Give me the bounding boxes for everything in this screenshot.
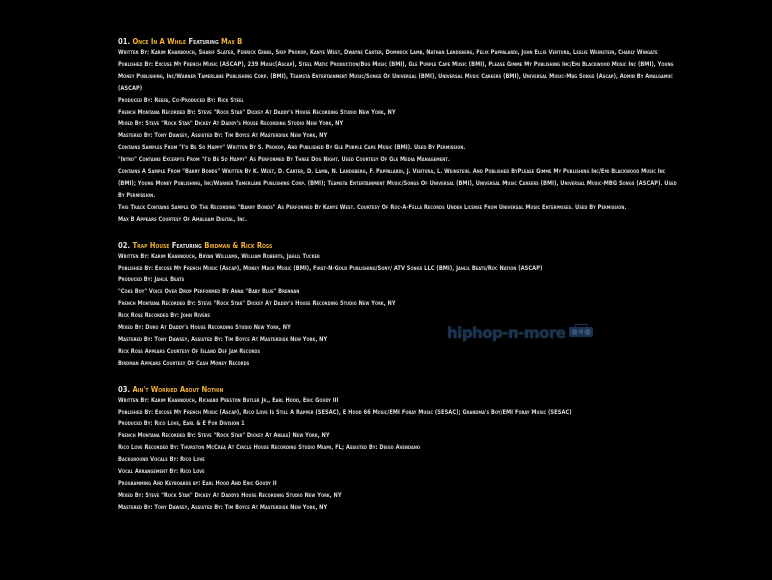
- featuring-label: Featuring: [171, 240, 202, 250]
- credit-line: Background Vocals By: Rico Love: [118, 457, 205, 464]
- track-title: Once In A While: [132, 37, 187, 46]
- credit-line: Produced By: Rico Love, Earl & E For Division 1: [118, 421, 245, 428]
- credit-line: "Coke Boy" Voice Over Drop Performed By Anna "Baby Blue" Brennan: [118, 289, 300, 296]
- credit-line: French Montana Recorded By: Steve "Rock Star" Dickey At Areas) New York, NY: [118, 433, 330, 440]
- watermark-text: hiphop-n-more: [447, 323, 566, 342]
- credit-line: Produced By: Reefa, Co-Produced By: Rick Steel: [118, 97, 244, 104]
- credit-line: Mastered By: Tony Dawsey, Assisted By: Tim Boyce At Masterdisk New York, NY: [118, 133, 328, 140]
- liner-notes: [118, 36, 678, 528]
- credit-line: "Intro" Contains Excerpts From "I'd Be So Happy" As Performed By Three Dog Night. Used Courtesy Of Gle Media Management.: [118, 157, 450, 164]
- site-watermark: [447, 323, 594, 342]
- boombox-icon: [568, 323, 594, 342]
- track-heading: [118, 384, 678, 396]
- featured-artist: Birdman & Rick Ross: [204, 240, 273, 250]
- track-title: Ain't Worried About Nothin: [132, 384, 224, 394]
- credit-line: Rick Ross Recorded By: John Rivers: [118, 313, 211, 320]
- credit-line: Programming And Keyboards by: Earl Hood And Eric Goudy II: [118, 481, 277, 487]
- credit-line: Rick Ross Appears Courtesy Of Island Def Jam Records: [118, 348, 261, 355]
- credit-line: Mixed By: Steve "Rock Star" Dickey At Daddys House Recording Studio New York, NY: [118, 492, 342, 499]
- track-number: 01.: [118, 37, 131, 46]
- credit-line: Produced By: Jahlil Beats: [118, 277, 185, 284]
- track-heading: [118, 36, 678, 48]
- credit-line: Max B Appears Courtesy Of Amalgam Digital, Inc.: [118, 216, 247, 223]
- credit-line: Written By: Karim Kharbouch, Richard Preston Butler Jr., Earl Hood, Eric Goudy III: [118, 397, 339, 404]
- credit-line: Contains A Sample From "Barry Bonds" Written By K. West, D. Carter, D. Lamb, N. Landsberg, F. Pappalardi, J. Ventura, L. Weinstein. And Published ByPlease Gimme My Publishing Inc/Emi Blackwood Music Inc (BMI); Young Money Publishing, Inc/Warner Tamerlane Publishing Corp. (BMI); Teamsta Entertainment Music/Songs Of Universal (BMI), Universal Music Careers (BMI), Universal Music-MBG Songs (ASCAP). Used By Permission.: [118, 169, 677, 199]
- featured-artist: Max B: [221, 37, 243, 46]
- credit-line: Published By: Excuse My French Music (Ascap), Money Mack Music (BMI), First-N-Gold Publishing/Sony/ ATV Songs LLC (BMI), Jahlil Beats/Roc Nation (ASCAP): [118, 265, 543, 272]
- credit-line: Mixed By: Duro At Daddy's House Recording Studio New York, NY: [118, 325, 291, 332]
- track-number: 02.: [118, 240, 131, 250]
- featuring-label: Featuring: [188, 37, 219, 46]
- credit-line: French Montana Recorded By: Steve "Rock Star" Dickey At Daddy's House Recording Studio New York, NY: [118, 301, 396, 308]
- credit-line: Contains Samples From "I'd Be So Happy" Written By S. Prokop, And Published By Gle Purple Cape Music (BMI). Used By Permission.: [118, 145, 466, 152]
- credit-line: Mastered By: Tony Dawsey, Assisted By: Tim Boyce At Masterdisk New York, NY: [118, 504, 328, 511]
- track-credits: [118, 384, 678, 515]
- track-credits: [118, 36, 678, 227]
- credit-line: Published By: Excuse My French Music (Ascap), Rico Love Is Still A Rapper (SESAC), E Hood 66 Music/EMI Foray Music (SESAC); Grandma's Boy/EMI Foray Music (SESAC): [118, 409, 572, 416]
- credit-line: Published By: Excuse My French Music (ASCAP), 239 Music(Ascap), Steel Matic Production/Bug Music (BMI), Gle Purple Cape Music (BMI), Please Gimme My Publishing Inc/Emi Blackwood Music Inc (BMI), Young Money Publishing, Inc/Warner Tamerlane Publishing Corp. (BMI), Teamsta Entertainment Music/Songs Of Universal (BMI), Universal Music Careers (BMI), Universal Music-Mbg Songs (Ascap), Admin By Amalgamiic (ASCAP): [118, 61, 674, 92]
- credit-line: Mixed By: Steve "Rock Star" Dickey At Daddy's House Recording Studio New York, NY: [118, 121, 344, 128]
- credit-line: Birdman Appears Courtesy Of Cash Money Records: [118, 360, 250, 367]
- track-credits: [118, 240, 678, 371]
- credit-line: Written By: Karim Kharbouch, Sharif Slater, Fenrick Gibbs, Skip Prokop, Kanye West, Dwayne Carter, Dominick Lamb, Nathan Landsberg, Felix Pappalardi, John Ellis Ventura, Leslie Weinstein, Charly Wingate: [118, 50, 658, 56]
- credit-line: Rico Love Recorded By: Thurston McCrea At Circle House Recording Studio Miami, FL; Assisted By: Diego Avendano: [118, 445, 421, 452]
- track-number: 03.: [118, 384, 131, 394]
- credit-line: This Track Contains Sample Of The Recording "Barry Bonds" As Performed By Kanye West. Courtesy Of Roc-A-Fella Records Under License From Universal Music Enterprises. Used By Permission.: [118, 204, 627, 211]
- credit-line: Mastered By: Tony Dawsey, Assisted By: Tim Boyce At Masterdisk New York, NY: [118, 336, 328, 343]
- credit-line: French Montana Recorded By: Steve "Rock Star" Dickey At Daddy's House Recording Studio New York, NY: [118, 109, 396, 116]
- track-title: Trap House: [132, 240, 170, 250]
- credit-line: Vocal Arrangement By: Rico Love: [118, 469, 205, 476]
- track-heading: [118, 240, 678, 252]
- credit-line: Written By: Karim Kharbouch, Bryan Williams, William Roberts, Jahlil Tucker: [118, 253, 320, 260]
